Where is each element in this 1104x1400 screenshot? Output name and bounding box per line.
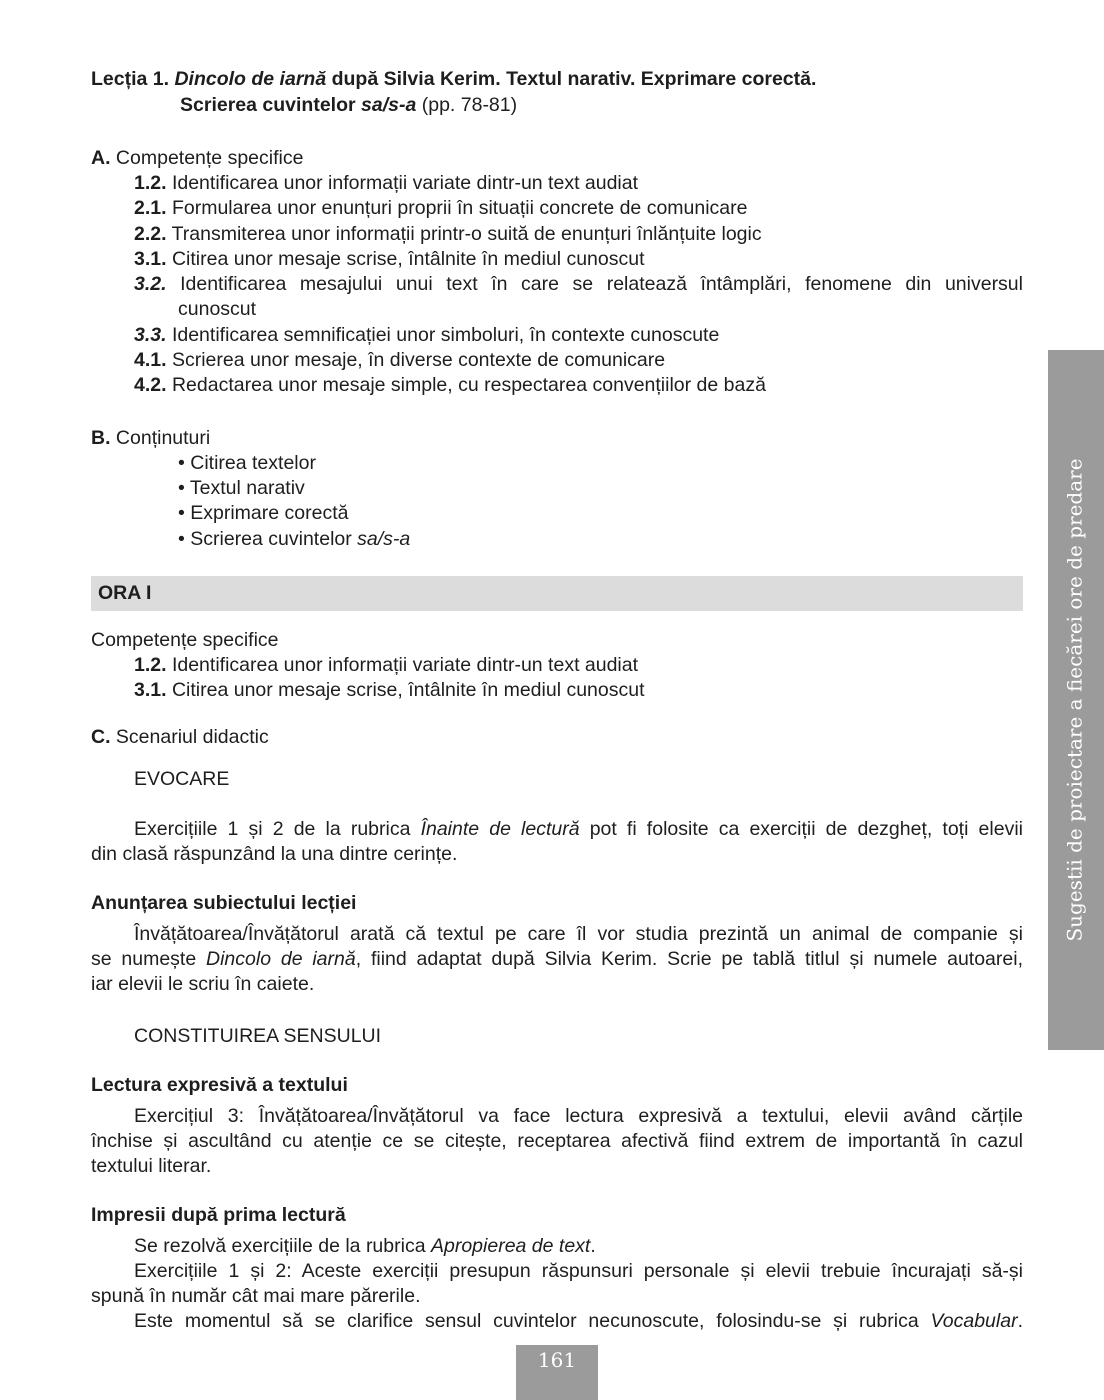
- ora-section-bar: [91, 576, 1023, 611]
- section-b-heading: [91, 426, 210, 451]
- content-bullet-item: • Citirea textelor: [178, 452, 316, 474]
- competency-item: 3.2. Identificarea mesajului unui text în care se relatează întâmplări, fenomene din universul: [134, 273, 1023, 295]
- competency-item: 1.2. Identificarea unor informații variate dintr-un text audiat: [134, 172, 639, 194]
- anunt-paragraph-line: Învățătoarea/Învățătorul arată că textul pe care îl vor studia prezintă un animal de companie și: [134, 923, 1023, 945]
- section-b-letter: B.: [91, 427, 111, 449]
- lesson-line2-bold: Scrierea cuvintelor: [180, 94, 356, 116]
- competency-item: 4.2. Redactarea unor mesaje simple, cu respectarea convențiilor de bază: [134, 374, 766, 396]
- lesson-pages: (pp. 78-81): [421, 94, 518, 116]
- competency-item: 2.2. Transmiterea unor informații printr-o suită de enunțuri înlănțuite logic: [134, 223, 762, 245]
- impresii-paragraph-line: spună în număr cât mai mare părerile.: [91, 1285, 421, 1307]
- impresii-paragraph-line: Se rezolvă exercițiile de la rubrica Apropierea de text.: [134, 1235, 596, 1257]
- competency-item: 4.1. Scrierea unor mesaje, în diverse contexte de comunicare: [134, 349, 666, 371]
- content-bullet-item: • Textul narativ: [178, 477, 305, 499]
- lectura-paragraph-line: textului literar.: [91, 1155, 212, 1177]
- lectura-paragraph-line: Exercițiul 3: Învățătoarea/Învățătorul va face lectura expresivă a textului, elevii având cărțile: [134, 1105, 1023, 1127]
- content-bullet-item: • Scrierea cuvintelor sa/s-a: [178, 528, 411, 550]
- section-a-heading: [91, 146, 303, 171]
- anunt-paragraph-line: se numește Dincolo de iarnă, fiind adaptat după Silvia Kerim. Scrie pe tablă titlul și numele autoarei,: [91, 948, 1023, 970]
- impresii-paragraph-line: Este momentul să se clarifice sensul cuvintelor necunoscute, folosindu-se și rubrica Vocabular.: [134, 1310, 1023, 1332]
- exercise-paragraph-line: Exercițiile 1 și 2 de la rubrica Înainte de lectură pot fi folosite ca exerciții de dezgheț, toți elevii: [134, 818, 1023, 840]
- section-c-letter: C.: [91, 726, 111, 748]
- evocare-heading: EVOCARE: [134, 768, 230, 790]
- section-a-letter: A.: [91, 147, 111, 169]
- lesson-title-italic: Dincolo de iarnă: [174, 68, 327, 90]
- competency-item: 1.2. Identificarea unor informații variate dintr-un text audiat: [134, 654, 639, 676]
- constituire-heading: CONSTITUIREA SENSULUI: [134, 1025, 382, 1047]
- section-c-title: Scenariul didactic: [115, 726, 269, 748]
- lesson-line2-italic: sa/s-a: [361, 94, 417, 116]
- competency-item: 3.1. Citirea unor mesaje scrise, întâlnite în mediul cunoscut: [134, 679, 645, 701]
- lectura-paragraph-line: închise și ascultând cu atenție ce se citește, receptarea afectivă fiind extrem de importantă în cazul: [91, 1130, 1023, 1152]
- competency-item: 3.3. Identificarea semnificației unor simboluri, în contexte cunoscute: [134, 324, 720, 346]
- section-b-title: Conținuturi: [115, 427, 211, 449]
- lectura-heading: Lectura expresivă a textului: [91, 1074, 348, 1096]
- exercise-paragraph-line: din clasă răspunzând la una dintre cerințe.: [91, 843, 458, 865]
- competency-item: 3.1. Citirea unor mesaje scrise, întâlnite în mediul cunoscut: [134, 248, 645, 270]
- ora-competencies-heading: Competențe specifice: [91, 629, 279, 651]
- impresii-paragraph-line: Exercițiile 1 și 2: Aceste exerciții presupun răspunsuri personale și elevii trebuie încurajați să-și: [134, 1260, 1023, 1282]
- lesson-prefix: Lecția 1.: [91, 68, 170, 90]
- content-bullet-item: • Exprimare corectă: [178, 502, 349, 524]
- section-c-heading: [91, 725, 269, 750]
- side-section-title: Sugestii de proiectare a fiecărei ore de predare: [1062, 458, 1087, 942]
- lesson-title-rest: după Silvia Kerim. Textul narativ. Exprimare corectă.: [331, 68, 817, 90]
- anunt-paragraph-line: iar elevii le scriu în caiete.: [91, 973, 315, 995]
- ora-label: ORA I: [98, 582, 152, 604]
- page-number: 161: [516, 1345, 598, 1400]
- anunt-heading: Anunțarea subiectului lecției: [91, 892, 357, 914]
- competency-item-continued: cunoscut: [178, 298, 257, 320]
- lesson-title-line2: [180, 93, 517, 118]
- lesson-title: [91, 67, 816, 92]
- section-a-title: Competențe specifice: [115, 147, 304, 169]
- impresii-heading: Impresii după prima lectură: [91, 1204, 346, 1226]
- competency-item: 2.1. Formularea unor enunțuri proprii în situații concrete de comunicare: [134, 197, 748, 219]
